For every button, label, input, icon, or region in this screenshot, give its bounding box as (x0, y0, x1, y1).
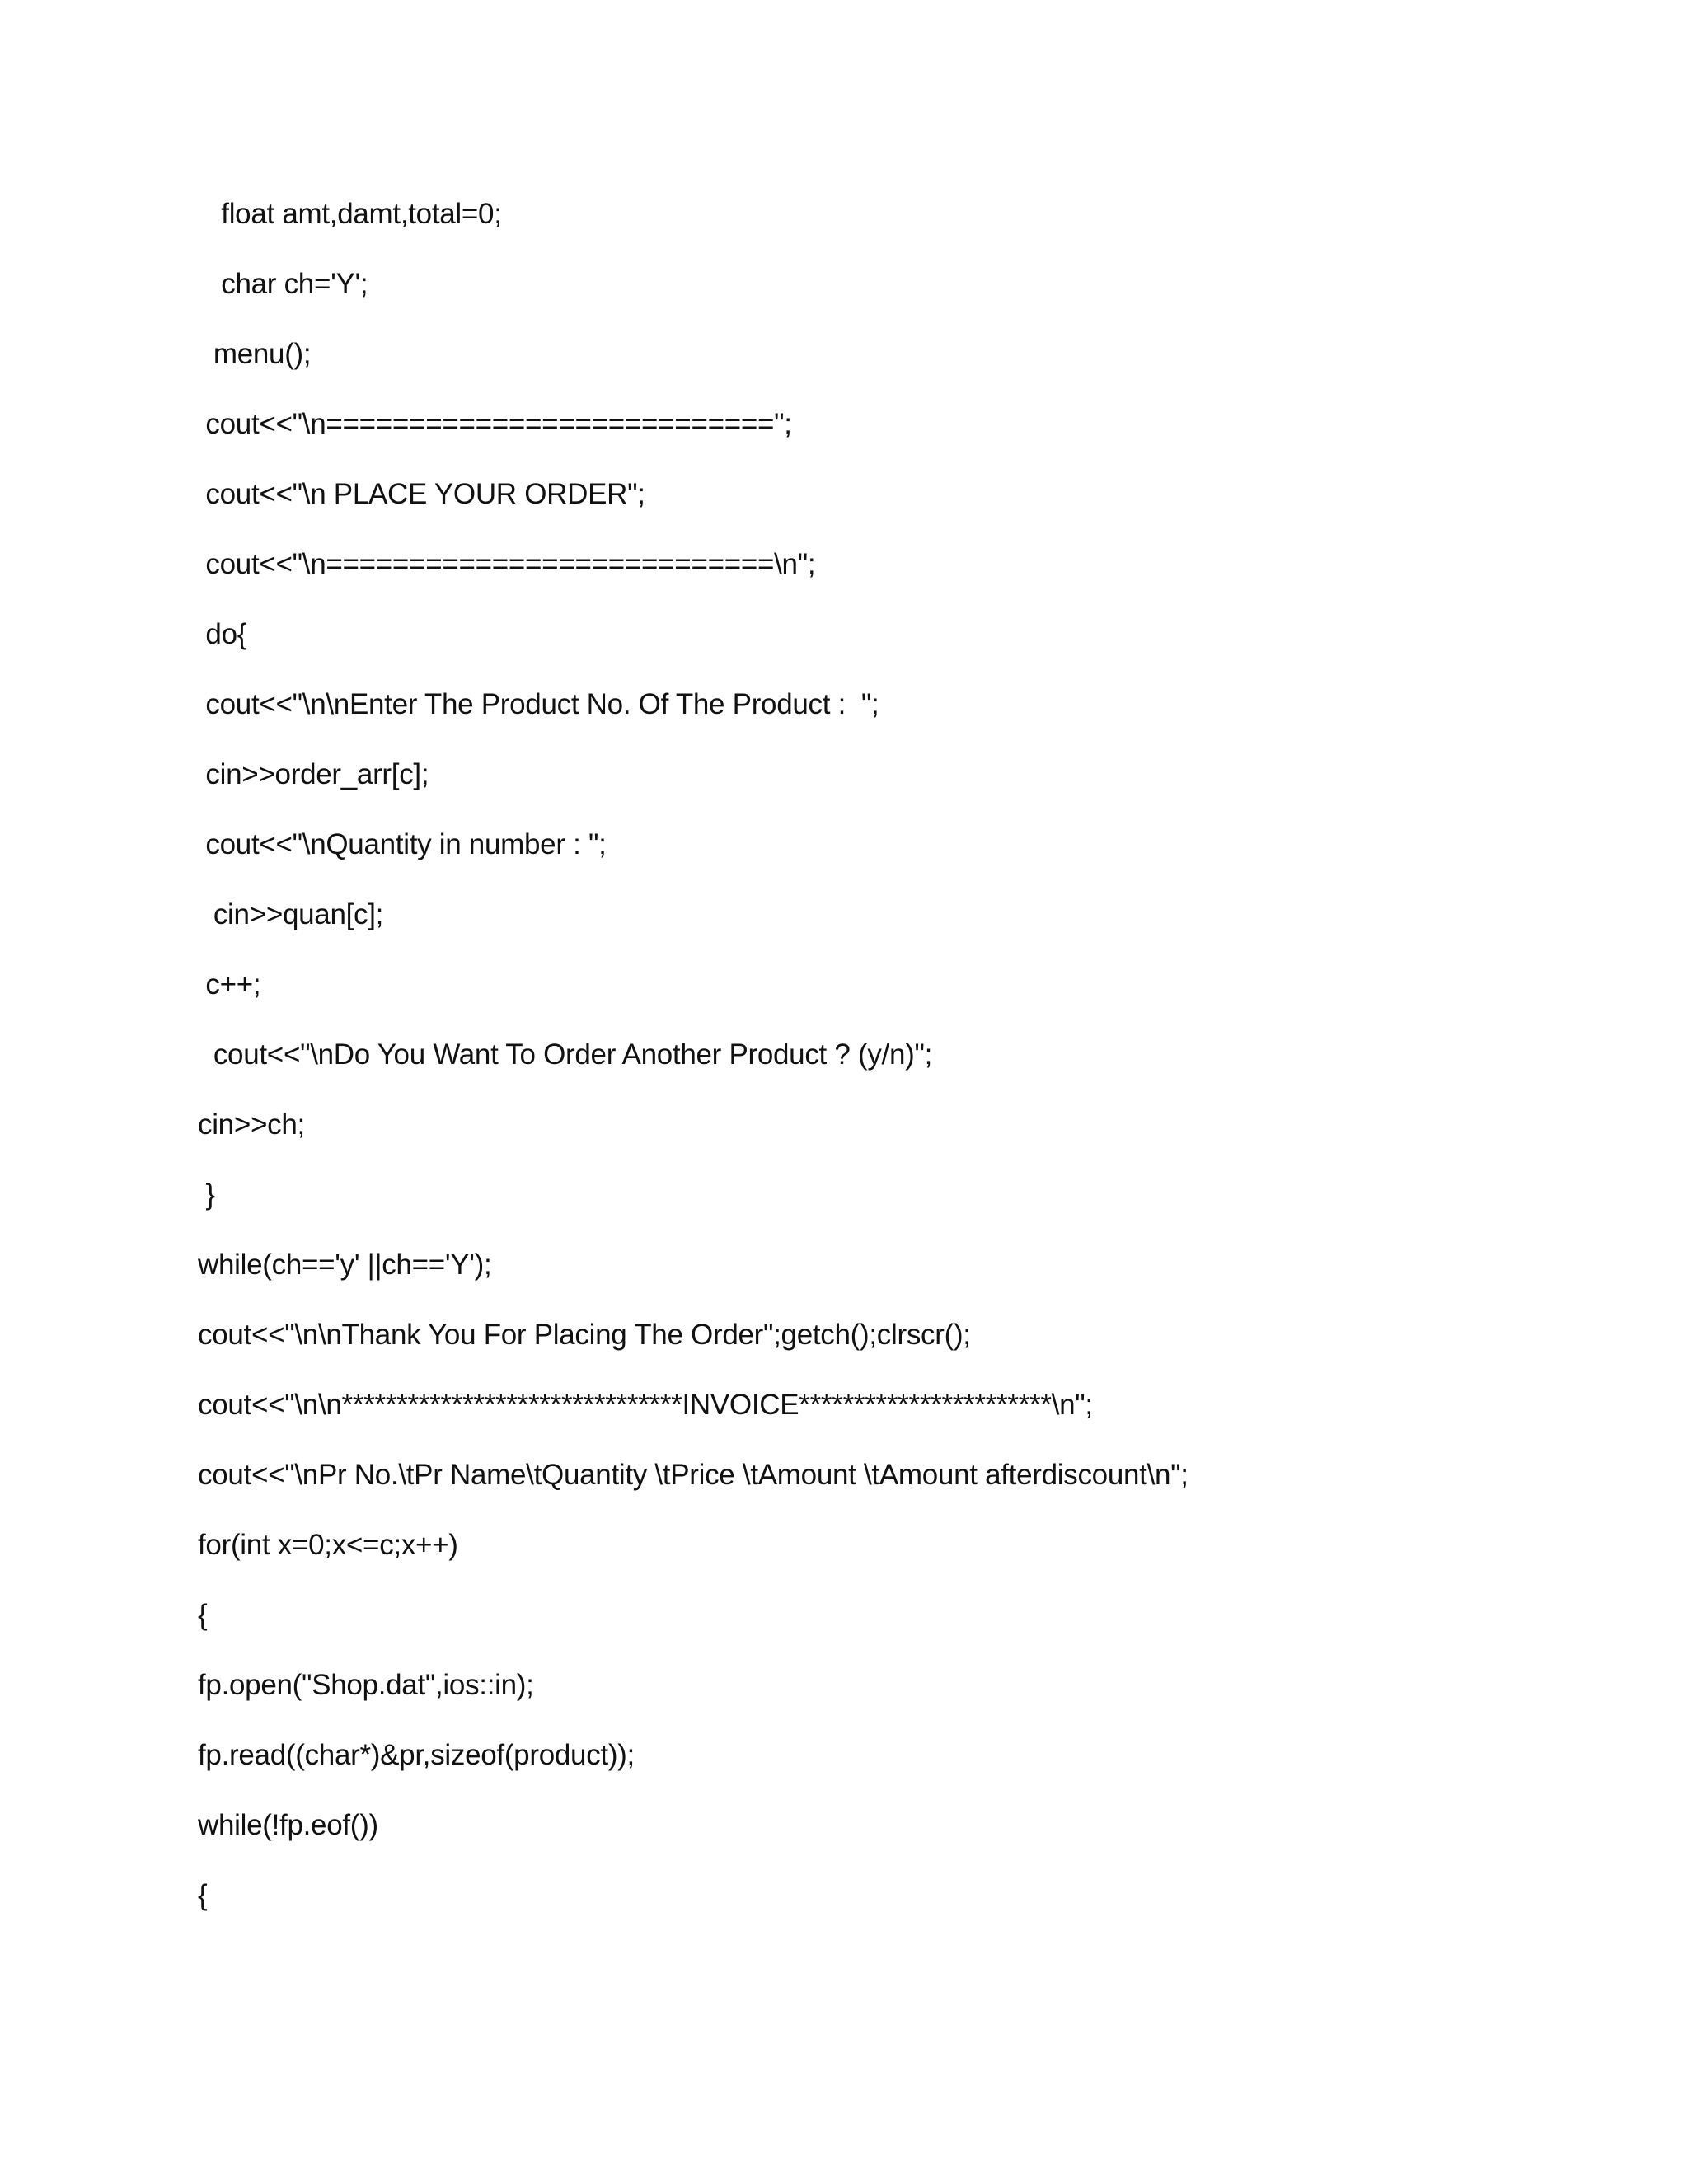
code-line-16: while(ch=='y' ||ch=='Y'); (198, 1249, 492, 1281)
code-line-17: cout<<"\n\nThank You For Placing The Order";getch();clrscr(); (198, 1319, 971, 1351)
code-line-7: do{ (198, 618, 247, 650)
code-line-13: cout<<"\nDo You Want To Order Another Product ? (y/n)"; (198, 1038, 933, 1071)
code-line-10: cout<<"\nQuantity in number : "; (198, 828, 607, 860)
code-line-23: fp.read((char*)&pr,sizeof(product)); (198, 1739, 635, 1771)
code-line-25: { (198, 1879, 208, 1911)
code-line-22: fp.open("Shop.dat",ios::in); (198, 1669, 534, 1701)
code-line-14: cin>>ch; (198, 1108, 305, 1141)
code-line-4: cout<<"\n==========================="; (198, 408, 792, 440)
code-line-24: while(!fp.eof()) (198, 1809, 378, 1841)
code-line-21: { (198, 1599, 208, 1631)
code-line-5: cout<<"\n PLACE YOUR ORDER"; (198, 478, 645, 510)
code-line-11: cin>>quan[c]; (198, 898, 384, 930)
code-line-8: cout<<"\n\nEnter The Product No. Of The Product : "; (198, 688, 879, 720)
code-line-15: } (198, 1179, 215, 1211)
code-line-18: cout<<"\n\n*******************************INVOICE***********************\n"; (198, 1389, 1093, 1421)
code-line-20: for(int x=0;x<=c;x++) (198, 1529, 458, 1561)
code-line-1: float amt,damt,total=0; (198, 198, 502, 230)
code-line-19: cout<<"\nPr No.\tPr Name\tQuantity \tPrice \tAmount \tAmount afterdiscount\n"; (198, 1459, 1189, 1491)
code-line-9: cin>>order_arr[c]; (198, 758, 429, 790)
code-line-12: c++; (198, 968, 261, 1001)
code-line-3: menu(); (198, 338, 312, 370)
code-line-6: cout<<"\n===========================\n"; (198, 548, 816, 580)
code-line-2: char ch='Y'; (198, 268, 368, 300)
